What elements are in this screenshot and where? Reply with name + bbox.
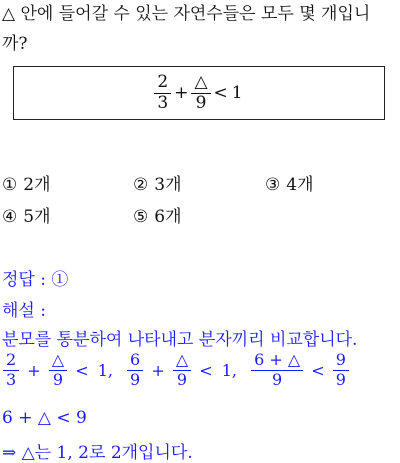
choice-text: 3개 <box>154 175 182 195</box>
choice-text: 4개 <box>286 175 314 195</box>
fraction-numerator: 2 <box>154 74 171 94</box>
fraction-denominator: 9 <box>195 92 207 113</box>
choice-mark: ⑤ <box>133 207 149 227</box>
fraction-denominator: 9 <box>176 369 188 389</box>
choice-text: 6개 <box>154 207 182 227</box>
choice-4[interactable] <box>2 202 51 227</box>
less-than-sign: < <box>311 360 325 380</box>
choice-1[interactable] <box>2 170 51 195</box>
less-than-sign: < <box>213 83 228 103</box>
choice-mark: ① <box>2 175 18 195</box>
less-than-sign: < <box>199 360 213 380</box>
fraction-numerator: 6 + △ <box>251 352 303 371</box>
choice-text: 5개 <box>23 207 51 227</box>
plus-sign: + <box>27 360 41 380</box>
question-line-1: △ 안에 들어갈 수 있는 자연수들은 모두 몇 개입니 <box>2 4 371 24</box>
fraction-denominator: 3 <box>157 92 169 113</box>
fraction-numerator: 6 <box>127 352 143 371</box>
fraction-triangle-ninths <box>191 71 210 113</box>
final-answer-line: ⇒ △는 1, 2로 2개입니다. <box>2 443 193 463</box>
fraction-numerator: △ <box>191 74 210 94</box>
fraction-denominator: 9 <box>52 369 64 389</box>
choice-5[interactable] <box>133 202 182 227</box>
rhs-value: 1, <box>221 360 237 380</box>
choice-2[interactable] <box>133 170 182 195</box>
rhs-value: 1 <box>231 83 243 103</box>
choice-mark: ④ <box>2 207 18 227</box>
fraction-denominator: 9 <box>272 369 283 389</box>
fraction-denominator: 9 <box>130 369 141 389</box>
formula-box <box>13 66 385 120</box>
less-than-sign: < <box>75 360 89 380</box>
fraction-denominator: 3 <box>6 369 17 389</box>
explanation-fraction-steps <box>2 352 350 389</box>
inequality-line: 6 + △ < 9 <box>2 408 87 428</box>
choice-text: 2개 <box>23 175 51 195</box>
explanation-text: 분모를 통분하여 나타내고 분자끼리 비교합니다. <box>2 330 358 350</box>
choice-mark: ③ <box>265 175 281 195</box>
plus-sign: + <box>151 360 165 380</box>
step3-frac-b <box>333 352 349 389</box>
step2-frac-a <box>127 352 143 389</box>
step1-frac-b <box>49 352 67 389</box>
fraction-denominator: 9 <box>335 369 346 389</box>
step2-frac-b <box>173 352 191 389</box>
fraction-two-thirds <box>154 71 171 113</box>
explanation-label: 해설 : <box>2 301 46 321</box>
choice-3[interactable] <box>265 170 314 195</box>
fraction-numerator: △ <box>49 352 67 371</box>
fraction-numerator: 9 <box>333 352 349 371</box>
step3-frac-a <box>251 352 303 389</box>
plus-sign: + <box>174 83 189 103</box>
answer-line: 정답 : ① <box>2 270 69 290</box>
fraction-numerator: 2 <box>3 352 19 371</box>
rhs-value: 1, <box>97 360 113 380</box>
question-line-2: 까? <box>2 34 28 54</box>
choice-mark: ② <box>133 175 149 195</box>
fraction-numerator: △ <box>173 352 191 371</box>
step1-frac-a <box>3 352 19 389</box>
